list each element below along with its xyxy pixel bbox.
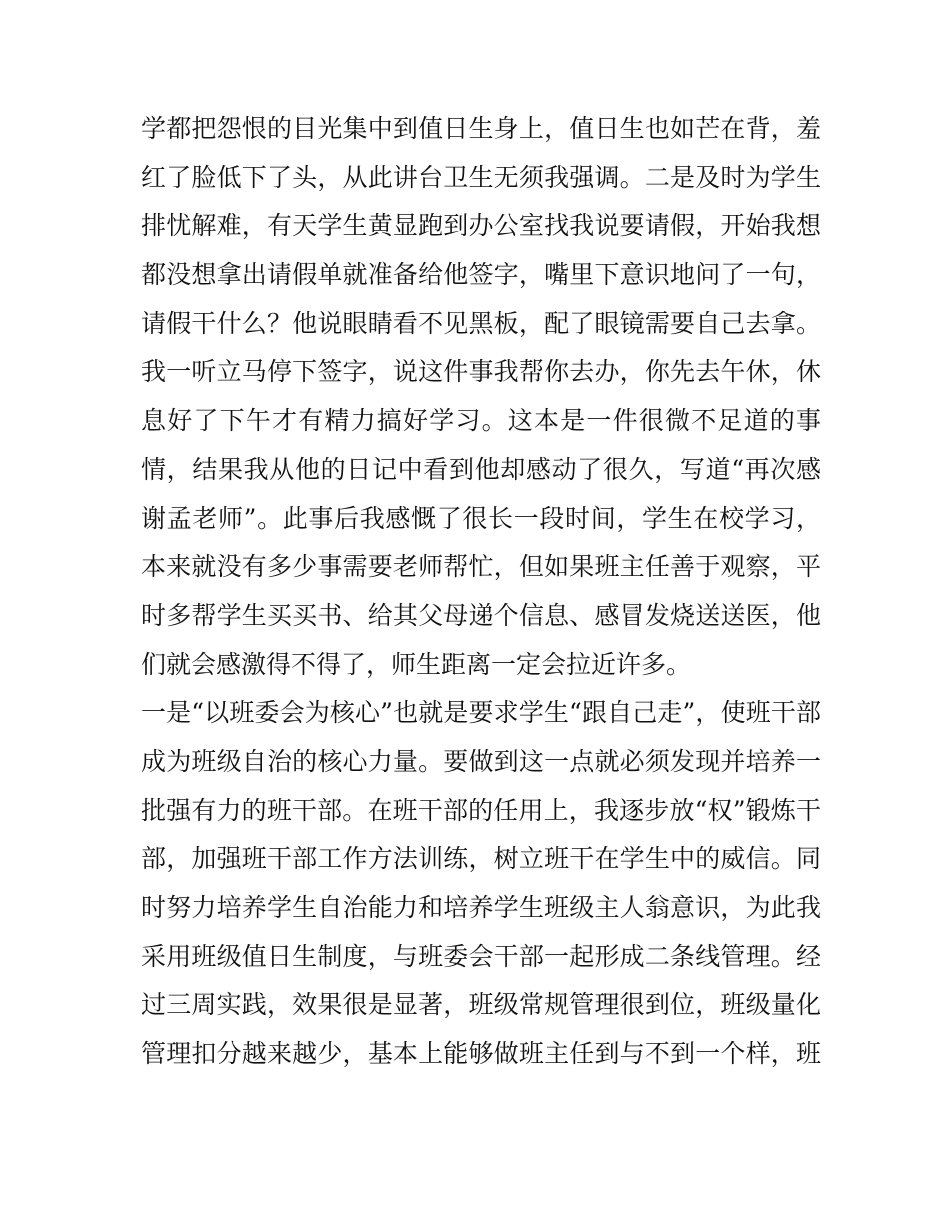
text-line: 时多帮学生买买书、给其父母递个信息、感冒发烧送送医，他 <box>141 600 821 630</box>
text-line: 本来就没有多少事需要老师帮忙，但如果班主任善于观察，平 <box>141 552 821 582</box>
document-body <box>141 105 821 1079</box>
text-line: 时努力培养学生自治能力和培养学生班级主人翁意识，为此我 <box>141 893 821 922</box>
text-line: 息好了下午才有精力搞好学习。这本是一件很微不足道的事 <box>141 406 821 436</box>
text-line: 过三周实践，效果很是显著，班级常规管理很到位，班级量化 <box>141 990 821 1020</box>
text-line: 都没想拿出请假单就准备给他签字，嘴里下意识地问了一句， <box>141 260 821 290</box>
text-line: 学都把怨恨的目光集中到值日生身上，值日生也如芒在背，羞 <box>141 114 821 143</box>
text-line: 一是“以班委会为核心”也就是要求学生“跟自己走”，使班干部 <box>141 698 821 728</box>
text-line: 排忧解难，有天学生黄显跑到办公室找我说要请假，开始我想 <box>141 211 821 241</box>
text-line: 批强有力的班干部。在班干部的任用上，我逐步放“权”锻炼干 <box>141 795 821 825</box>
text-line: 情，结果我从他的日记中看到他却感动了很久，写道“再次感 <box>141 454 821 484</box>
text-line: 部，加强班干部工作方法训练，树立班干在学生中的威信。同 <box>141 844 821 874</box>
text-line: 采用班级值日生制度，与班委会干部一起形成二条线管理。经 <box>141 941 821 971</box>
text-line: 红了脸低下了头，从此讲台卫生无须我强调。二是及时为学生 <box>141 162 821 192</box>
text-line: 我一听立马停下签字，说这件事我帮你去办，你先去午休，休 <box>141 357 821 387</box>
text-line: 管理扣分越来越少，基本上能够做班主任到与不到一个样，班 <box>141 1039 821 1069</box>
text-line: 谢孟老师”。此事后我感慨了很长一段时间，学生在校学习， <box>141 503 821 533</box>
text-line: 请假干什么？他说眼睛看不见黑板，配了眼镜需要自己去拿。 <box>141 308 821 338</box>
text-line: 们就会感激得不得了，师生距离一定会拉近许多。 <box>141 649 692 679</box>
text-line: 成为班级自治的核心力量。要做到这一点就必须发现并培养一 <box>141 746 821 776</box>
